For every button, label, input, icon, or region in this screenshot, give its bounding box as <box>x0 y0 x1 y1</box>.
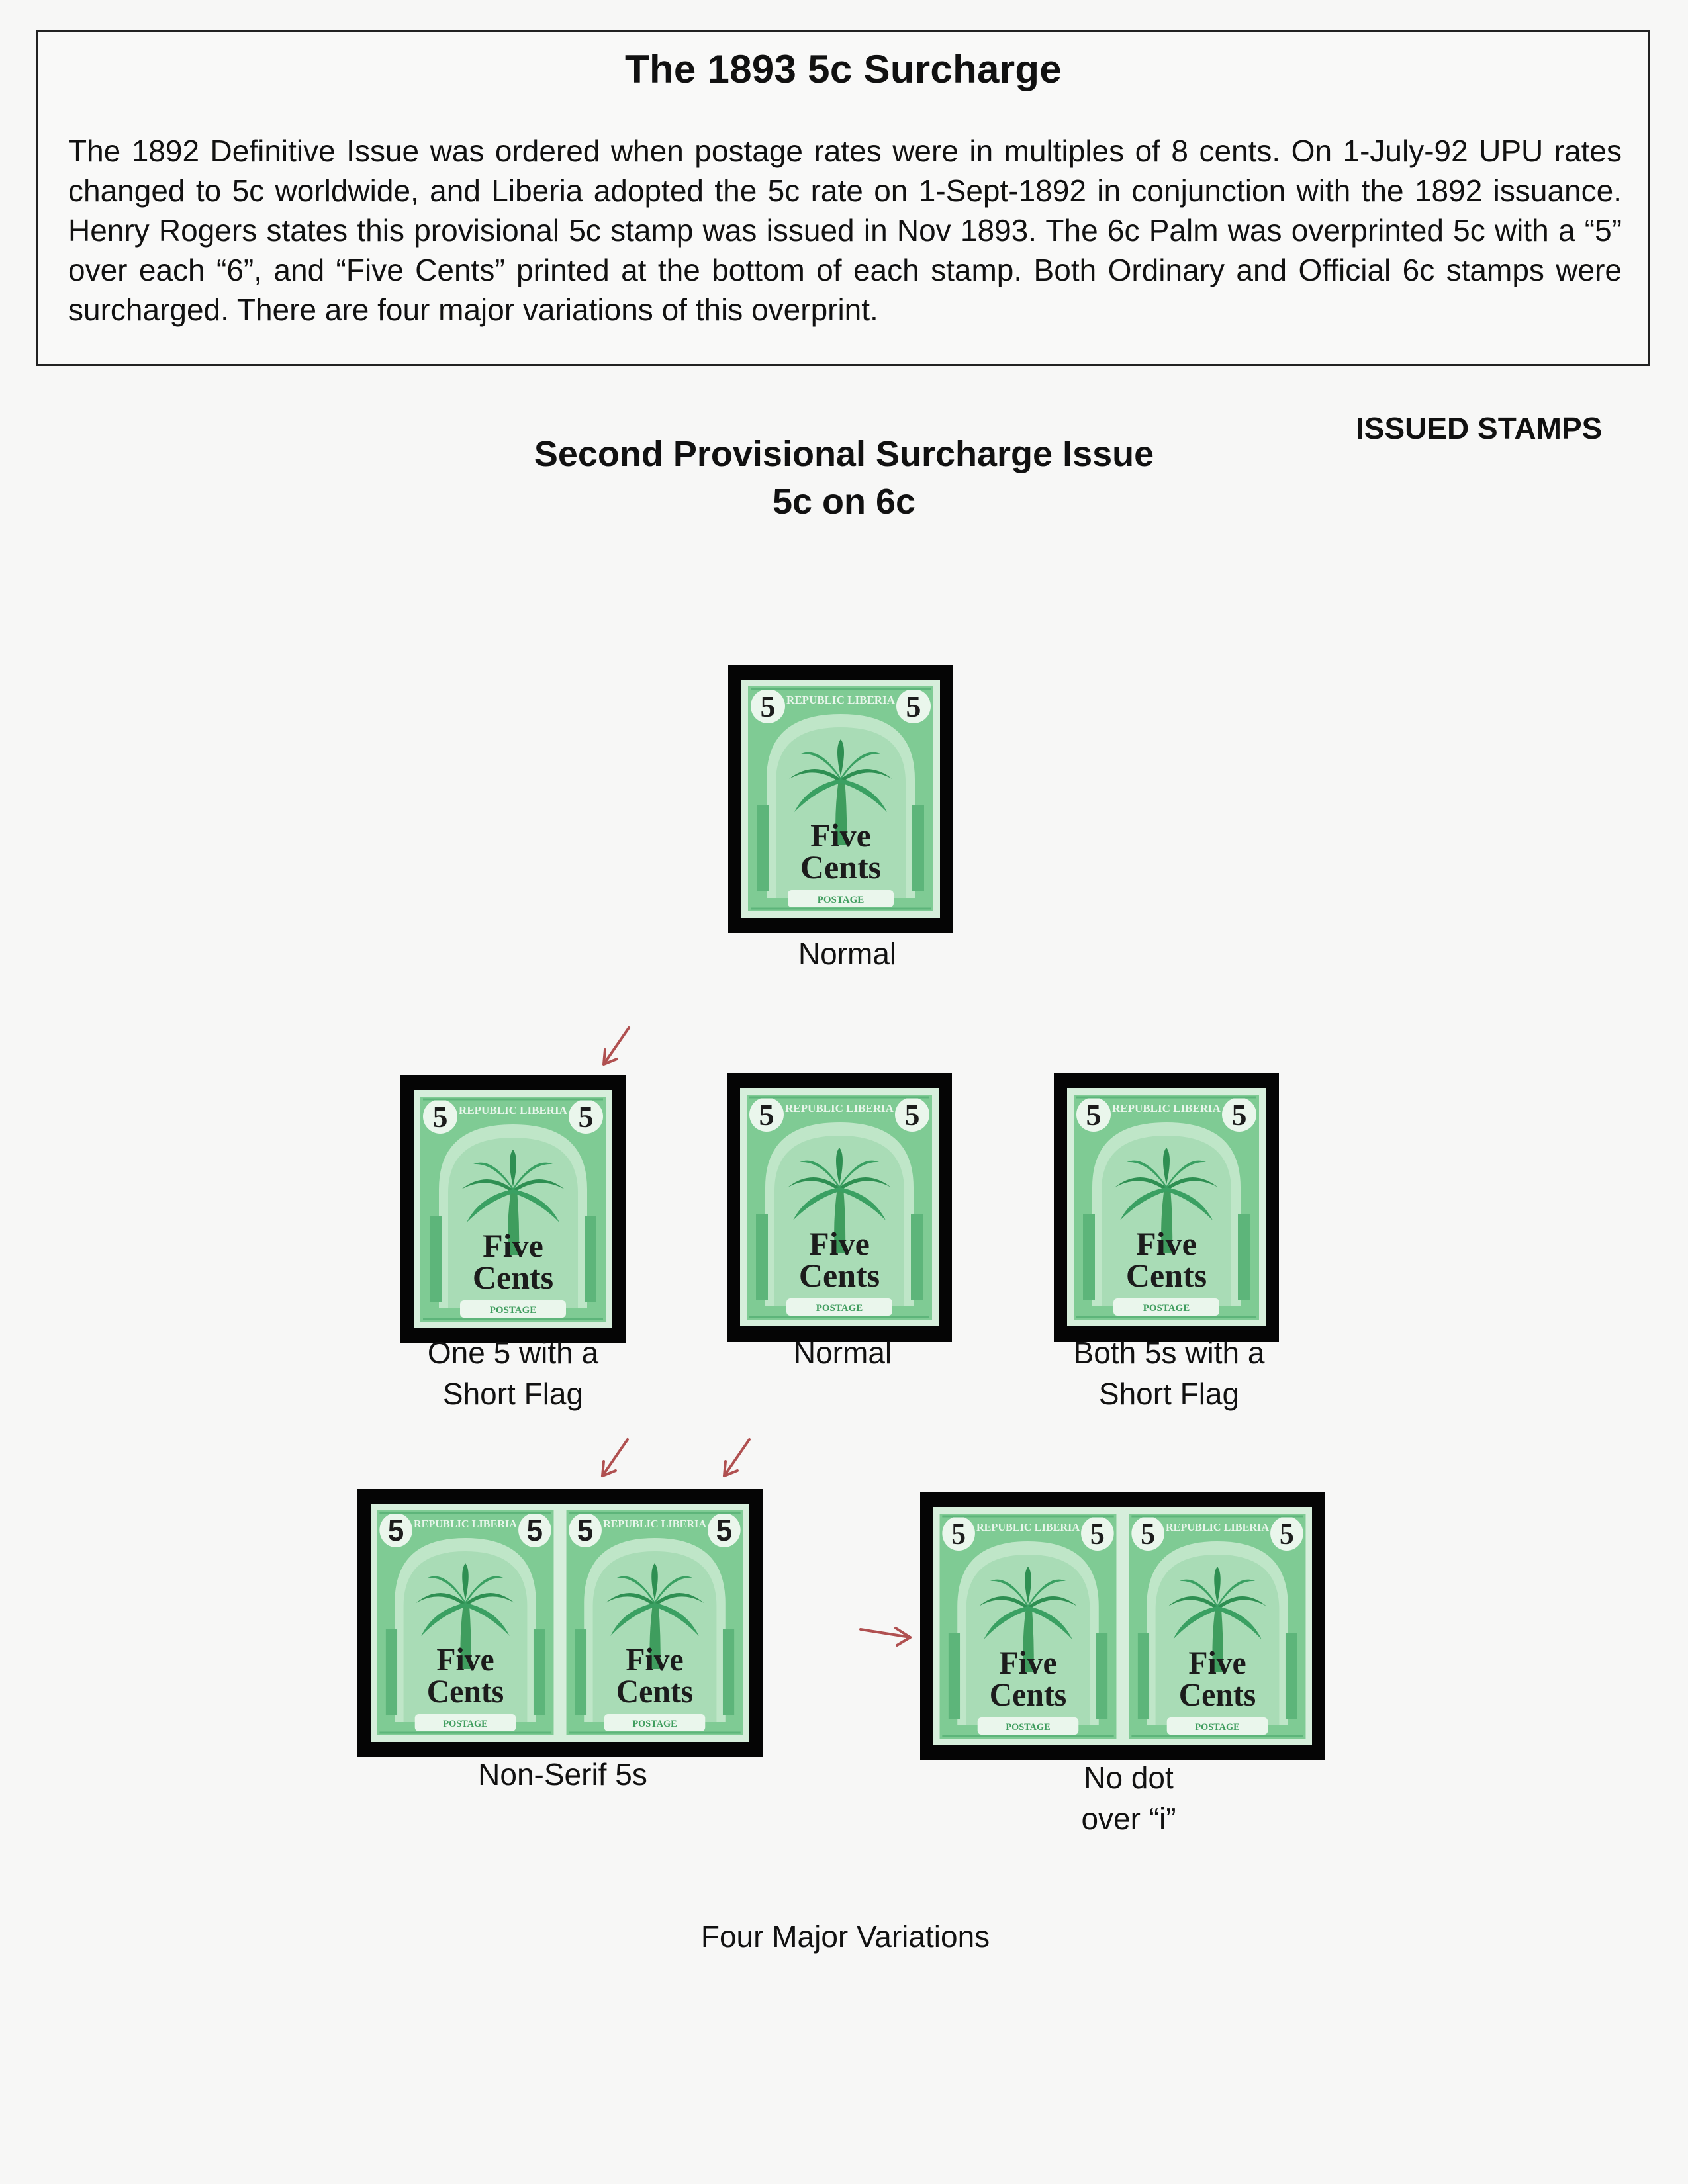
overprint-cents: Cents <box>989 1675 1067 1713</box>
caption-no-dot-line2: over “i” <box>1081 1801 1176 1836</box>
stamp-country-text: REPUBLIC LIBERIA <box>786 694 895 706</box>
stamp-both-short-flag <box>1067 1088 1266 1326</box>
caption-middle-normal: Normal <box>793 1336 892 1370</box>
page-title: The 1893 5c Surcharge <box>625 47 1062 91</box>
stamp-postage-text: POSTAGE <box>489 1305 537 1316</box>
section-title: Second Provisional Surcharge Issue <box>534 434 1154 474</box>
caption-one-short-flag-line1: One 5 with a <box>427 1336 599 1370</box>
overprint-cents: Cents <box>1178 1675 1256 1713</box>
stamp-postage-text: POSTAGE <box>1143 1303 1190 1314</box>
surcharge-five-right: 5 <box>1090 1517 1105 1551</box>
surcharge-five-left: 5 <box>1141 1517 1156 1551</box>
pencil-arrow-icon <box>594 1436 634 1482</box>
stamp-postage-text: POSTAGE <box>817 895 865 905</box>
overprint-cents: Cents <box>426 1672 504 1710</box>
stamp-postage-text: POSTAGE <box>816 1303 863 1314</box>
stamp-pair-non-serif-left <box>371 1504 560 1742</box>
surcharge-five-right: 5 <box>526 1513 543 1548</box>
surcharge-five-left: 5 <box>760 690 776 723</box>
caption-non-serif: Non-Serif 5s <box>478 1757 647 1792</box>
stamp-country-text: REPUBLIC LIBERIA <box>785 1102 894 1115</box>
overprint-five: Five <box>626 1640 684 1678</box>
caption-top-normal: Normal <box>798 936 897 971</box>
pencil-arrow-icon <box>857 1621 917 1648</box>
overprint-cents: Cents <box>472 1259 554 1296</box>
stamp-country-text: REPUBLIC LIBERIA <box>413 1517 518 1531</box>
stamp-country-text: REPUBLIC LIBERIA <box>602 1517 707 1531</box>
stamp-pair-no-dot-left <box>933 1507 1123 1745</box>
overprint-cents: Cents <box>798 1257 880 1294</box>
caption-no-dot-line1: No dot <box>1084 1760 1174 1795</box>
surcharge-five-right: 5 <box>716 1513 733 1548</box>
overprint-cents: Cents <box>800 848 882 886</box>
section-subtitle: 5c on 6c <box>772 482 916 522</box>
surcharge-five-right: 5 <box>1279 1517 1294 1551</box>
stamp-pair-no-dot-right <box>1123 1507 1312 1745</box>
intro-box <box>36 30 1650 366</box>
caption-both-short-flag-line1: Both 5s with a <box>1073 1336 1265 1370</box>
stamp-country-text: REPUBLIC LIBERIA <box>1165 1520 1270 1534</box>
stamp-postage-text: POSTAGE <box>443 1718 488 1730</box>
overprint-five: Five <box>809 1225 870 1262</box>
stamp-one-short-flag <box>414 1090 612 1328</box>
intro-paragraph: The 1892 Definitive Issue was ordered when postage rates were in multiples of 8 cents. On 1-July-92 UPU rates changed to 5c worldwide, and Liberia adopted the 5c rate on 1-Sept-1892 in conjunction with the 1892 issuance. Henry Rogers states this provisional 5c stamp was issued in Nov 1893. The 6c Palm was overprinted 5c with a “5” over each “6”, and “Five Cents” printed at the bottom of each stamp. Both Ordinary and Official 6c stamps were surcharged. There are four major variations of this overprint. <box>68 134 1622 327</box>
overprint-five: Five <box>483 1227 543 1264</box>
overprint-five: Five <box>436 1640 494 1678</box>
surcharge-five-left: 5 <box>1086 1098 1102 1132</box>
surcharge-five-left: 5 <box>759 1098 774 1132</box>
surcharge-five-right: 5 <box>904 1098 920 1132</box>
pencil-arrow-icon <box>716 1436 756 1482</box>
stamp-postage-text: POSTAGE <box>1195 1721 1240 1733</box>
surcharge-five-left: 5 <box>387 1513 404 1548</box>
overprint-five: Five <box>1136 1225 1197 1262</box>
stamp-middle-normal <box>740 1088 939 1326</box>
overprint-five: Five <box>1188 1643 1246 1682</box>
stamp-country-text: REPUBLIC LIBERIA <box>976 1520 1080 1534</box>
pencil-arrow-icon <box>596 1024 635 1071</box>
issued-stamps-label: ISSUED STAMPS <box>1356 411 1603 445</box>
surcharge-five-right: 5 <box>906 690 921 723</box>
footer-caption: Four Major Variations <box>700 1919 990 1954</box>
overprint-five: Five <box>999 1643 1057 1682</box>
surcharge-five-right: 5 <box>1231 1098 1247 1132</box>
overprint-cents: Cents <box>1125 1257 1207 1294</box>
caption-both-short-flag-line2: Short Flag <box>1098 1377 1240 1411</box>
stamp-postage-text: POSTAGE <box>632 1718 677 1730</box>
surcharge-five-left: 5 <box>432 1100 448 1134</box>
stamp-country-text: REPUBLIC LIBERIA <box>459 1104 567 1116</box>
surcharge-five-left: 5 <box>577 1513 594 1548</box>
overprint-cents: Cents <box>616 1672 694 1710</box>
overprint-five: Five <box>810 817 871 854</box>
stamp-pair-non-serif-right <box>560 1504 749 1742</box>
stamp-postage-text: POSTAGE <box>1006 1721 1051 1733</box>
stamp-country-text: REPUBLIC LIBERIA <box>1112 1102 1221 1115</box>
caption-one-short-flag-line2: Short Flag <box>442 1377 584 1411</box>
stamp-top-normal <box>741 680 940 918</box>
surcharge-five-left: 5 <box>951 1517 966 1551</box>
surcharge-five-right: 5 <box>578 1100 594 1134</box>
